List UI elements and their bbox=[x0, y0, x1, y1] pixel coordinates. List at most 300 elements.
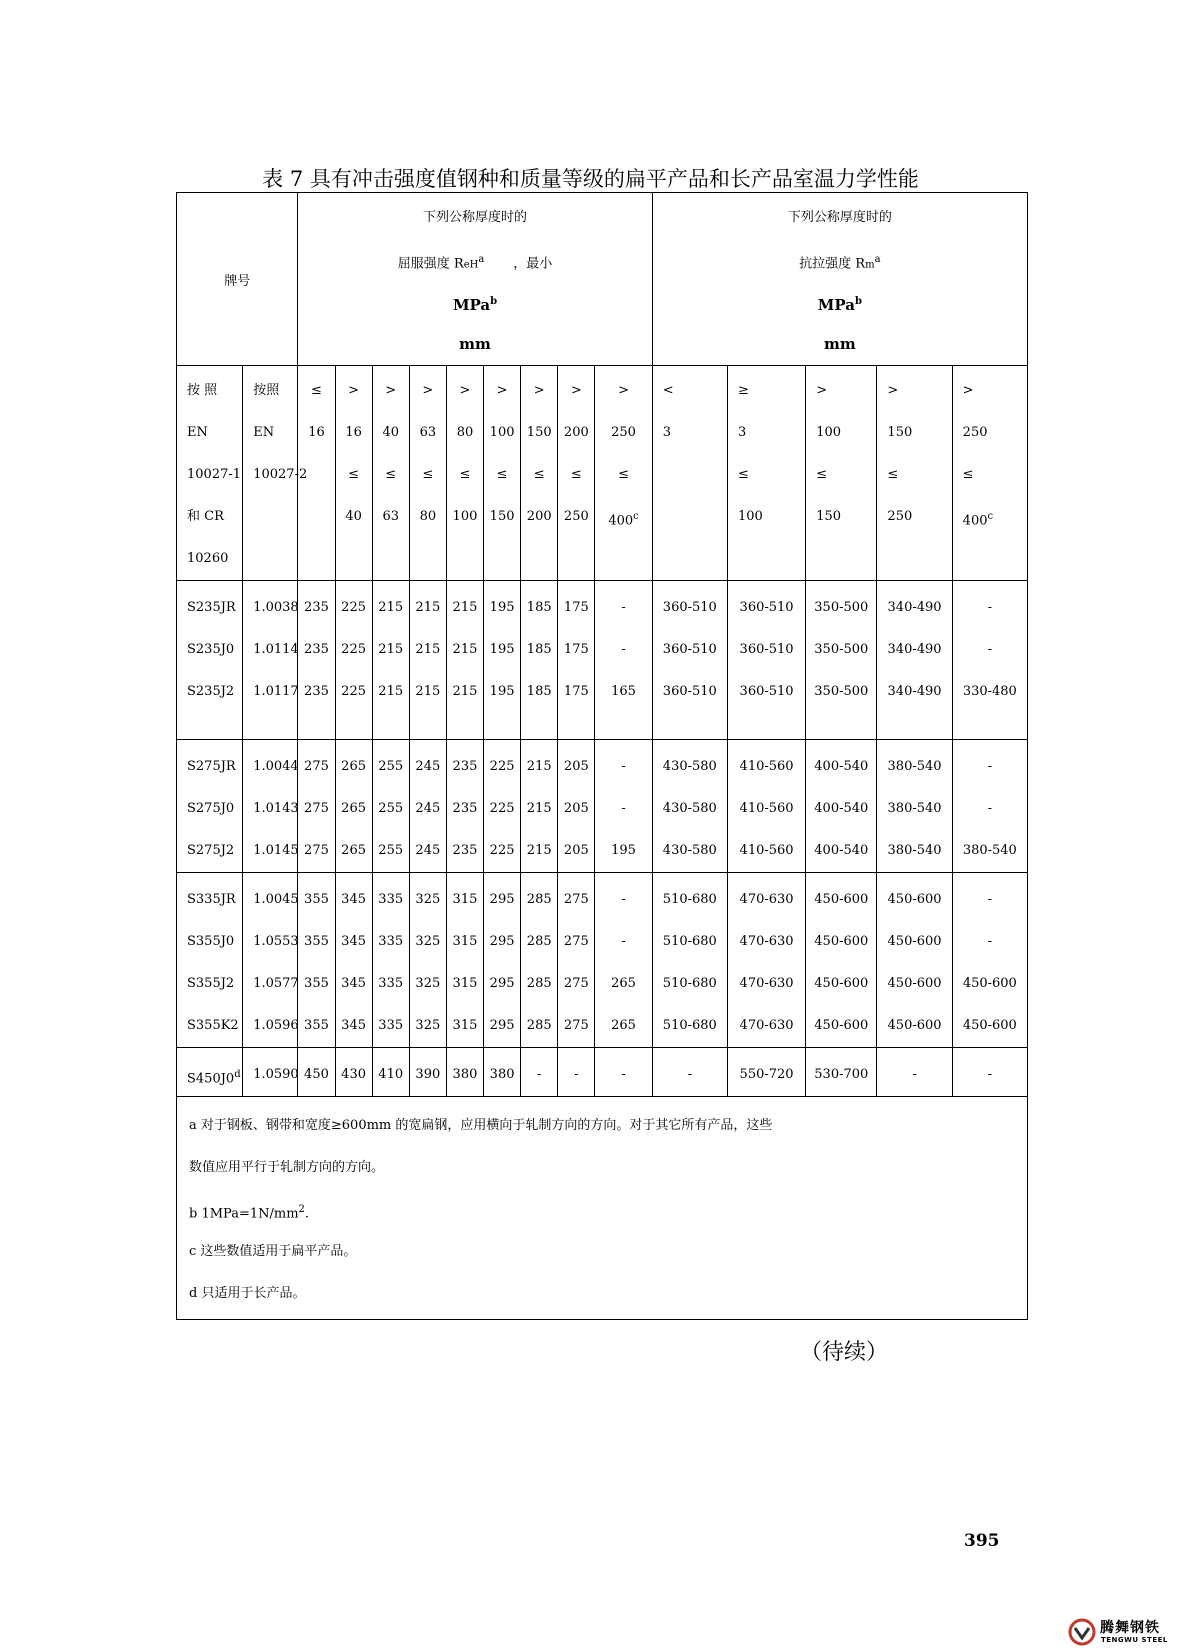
range-text: 400 bbox=[962, 513, 988, 529]
range-line bbox=[447, 370, 483, 412]
yield-value: 165 bbox=[611, 684, 636, 699]
note-a-line1: a 对于钢板、钢带和宽度≥600mm 的宽扁钢，应用横向于轧制方向的方向。对于其它所有产品，这些 bbox=[189, 1118, 773, 1133]
yield-value: - bbox=[621, 759, 626, 774]
range-line bbox=[887, 454, 951, 496]
steel-number-cell bbox=[243, 1048, 298, 1097]
range-line bbox=[336, 412, 372, 454]
yield-value: 325 bbox=[415, 976, 441, 991]
yield-value: 255 bbox=[378, 801, 404, 816]
range-line bbox=[253, 412, 297, 454]
range-line bbox=[373, 412, 409, 454]
steel-number: 1.0145 bbox=[253, 843, 299, 858]
range-line bbox=[373, 370, 409, 412]
yield-value: 195 bbox=[489, 684, 515, 699]
range-text: ≤ bbox=[311, 383, 322, 398]
range-line bbox=[336, 370, 372, 412]
tensile-value: 380-540 bbox=[887, 843, 942, 858]
yield-range-header bbox=[595, 366, 652, 581]
tensile-header-line1: 下列公称厚度时的 bbox=[787, 210, 892, 225]
yield-value: 275 bbox=[304, 801, 329, 816]
range-text: 100 bbox=[816, 425, 842, 440]
yield-value: 205 bbox=[563, 759, 589, 774]
yield-value: 275 bbox=[563, 976, 589, 991]
tensile-value-cell bbox=[952, 873, 1027, 1048]
range-text: > bbox=[496, 383, 508, 398]
range-line bbox=[816, 496, 876, 538]
tensile-value: 430-580 bbox=[662, 843, 717, 858]
grade-name bbox=[187, 963, 242, 1005]
tensile-value: 450-600 bbox=[887, 892, 942, 907]
yield-value-cell bbox=[446, 740, 483, 873]
yield-value: 215 bbox=[378, 642, 404, 657]
tensile-value: - bbox=[987, 1067, 993, 1082]
range-text: 100 bbox=[452, 509, 478, 524]
tensile-value-cell bbox=[652, 740, 727, 873]
continued-label: （待续） bbox=[800, 1340, 889, 1365]
range-line bbox=[663, 412, 727, 454]
range-text: 100 bbox=[489, 425, 515, 440]
tensile-value-cell bbox=[652, 581, 727, 740]
yield-value-cell bbox=[595, 1048, 652, 1097]
tensile-value: 400-540 bbox=[814, 843, 869, 858]
yield-value: 195 bbox=[489, 642, 515, 657]
tensile-value: - bbox=[987, 600, 993, 615]
tensile-value: 380-540 bbox=[887, 759, 942, 774]
range-text: > bbox=[962, 383, 974, 398]
tensile-value-cell bbox=[952, 740, 1027, 873]
table-row-group bbox=[177, 873, 1028, 1048]
range-text: 按照 bbox=[253, 383, 280, 398]
yield-value: 235 bbox=[452, 759, 478, 774]
yield-header-unit: MPa$^b$ bbox=[452, 296, 498, 314]
yield-value: 235 bbox=[304, 684, 329, 699]
note-b: b $1MPa=1N/mm^2$. bbox=[189, 1204, 310, 1222]
yield-value: 195 bbox=[489, 600, 515, 615]
range-text: 80 bbox=[456, 425, 474, 440]
yield-range-header bbox=[558, 366, 595, 581]
yield-value: 275 bbox=[563, 892, 589, 907]
yield-value: 245 bbox=[415, 801, 441, 816]
range-text: ≤ bbox=[496, 467, 508, 482]
tensile-value: 530-700 bbox=[814, 1067, 869, 1082]
steel-number: 1.0044 bbox=[253, 759, 299, 774]
range-line bbox=[253, 370, 297, 412]
yield-value: 265 bbox=[341, 801, 366, 816]
tensile-range-header bbox=[806, 366, 877, 581]
tensile-value: - bbox=[912, 1067, 917, 1082]
yield-value-cell bbox=[409, 740, 446, 873]
range-line bbox=[558, 496, 594, 538]
range-text: 250 bbox=[563, 509, 589, 524]
yield-value-cell bbox=[484, 1048, 521, 1097]
tensile-value: 350-500 bbox=[814, 684, 869, 699]
tensile-value-cell bbox=[727, 873, 805, 1048]
range-line bbox=[887, 370, 951, 412]
yield-value-cell bbox=[446, 873, 483, 1048]
yield-value: 265 bbox=[611, 976, 636, 991]
steel-number: 1.0114 bbox=[253, 642, 299, 657]
yield-range-header bbox=[372, 366, 409, 581]
yield-value: - bbox=[574, 1067, 579, 1082]
yield-range-header bbox=[335, 366, 372, 581]
tensile-value: 360-510 bbox=[662, 600, 717, 615]
range-text: 40 bbox=[382, 425, 399, 440]
range-line bbox=[187, 454, 242, 496]
yield-value-cell bbox=[595, 740, 652, 873]
yield-value: 195 bbox=[611, 843, 636, 858]
range-line bbox=[816, 454, 876, 496]
range-text: 按 照 bbox=[187, 383, 218, 398]
range-text: ≤ bbox=[737, 467, 749, 482]
note-d: d 只适用于长产品。 bbox=[189, 1286, 306, 1301]
tensile-range-header bbox=[652, 366, 727, 581]
yield-value: 275 bbox=[563, 934, 589, 949]
tensile-value: 510-680 bbox=[662, 892, 717, 907]
tensile-value: 360-510 bbox=[739, 642, 794, 657]
range-line bbox=[447, 412, 483, 454]
yield-value-cell bbox=[446, 581, 483, 740]
tensile-value: 450-600 bbox=[962, 1018, 1017, 1033]
tensile-value: 430-580 bbox=[662, 759, 717, 774]
tensile-value: 450-600 bbox=[962, 976, 1017, 991]
tensile-value: 450-600 bbox=[814, 934, 869, 949]
yield-value-cell bbox=[446, 1048, 483, 1097]
tensile-value: 410-560 bbox=[739, 759, 794, 774]
table-row-group bbox=[177, 581, 1028, 740]
steel-number-cell bbox=[243, 740, 298, 873]
tensile-value: 430-580 bbox=[662, 801, 717, 816]
range-text: ≤ bbox=[385, 467, 397, 482]
yield-value-cell bbox=[335, 581, 372, 740]
range-text: > bbox=[533, 383, 545, 398]
steel-number: 1.0117 bbox=[253, 684, 299, 699]
tensile-value: 450-600 bbox=[887, 976, 942, 991]
yield-value-cell bbox=[558, 1048, 595, 1097]
yield-value: 390 bbox=[415, 1067, 441, 1082]
range-line bbox=[187, 538, 242, 580]
yield-value: 175 bbox=[563, 684, 589, 699]
yield-header-label: 屈服强度 ReH$^a$ ，最小 bbox=[397, 254, 553, 272]
range-text: ≤ bbox=[962, 467, 974, 482]
grade-name bbox=[187, 788, 242, 830]
tensile-value: 450-600 bbox=[814, 976, 869, 991]
yield-value-cell bbox=[521, 1048, 558, 1097]
yield-value: 315 bbox=[452, 934, 478, 949]
range-text: 250 bbox=[611, 425, 636, 440]
tensile-value: 350-500 bbox=[814, 600, 869, 615]
logo-cn: 腾舞钢铁 bbox=[1100, 1620, 1160, 1636]
yield-value: - bbox=[621, 642, 626, 657]
tensile-value-cell bbox=[727, 740, 805, 873]
logo-mark-icon bbox=[1068, 1618, 1096, 1646]
range-line bbox=[373, 496, 409, 538]
range-line bbox=[410, 496, 446, 538]
range-text: ≤ bbox=[816, 467, 828, 482]
tensile-range-header bbox=[952, 366, 1027, 581]
grade-text: S355J0 bbox=[187, 934, 235, 949]
range-line bbox=[253, 454, 308, 496]
range-text: 16 bbox=[308, 425, 325, 440]
yield-value: 265 bbox=[341, 843, 366, 858]
tensile-value: - bbox=[687, 1067, 693, 1082]
yield-value: 275 bbox=[304, 843, 329, 858]
steel-number: 1.0577 bbox=[253, 976, 299, 991]
tensile-value: 470-630 bbox=[739, 934, 794, 949]
range-line bbox=[738, 412, 805, 454]
range-text: < bbox=[662, 383, 674, 398]
range-line bbox=[410, 370, 446, 412]
yield-value: 345 bbox=[341, 1018, 366, 1033]
yield-value: 225 bbox=[489, 843, 515, 858]
yield-value: 275 bbox=[563, 1018, 589, 1033]
yield-value-cell bbox=[521, 873, 558, 1048]
yield-header-line1: 下列公称厚度时的 bbox=[423, 210, 528, 225]
range-text: 150 bbox=[526, 425, 552, 440]
steel-number-cell bbox=[243, 873, 298, 1048]
tensile-value: 510-680 bbox=[662, 976, 717, 991]
tensile-range-header bbox=[877, 366, 952, 581]
range-text: ≤ bbox=[422, 467, 434, 482]
range-line bbox=[410, 454, 446, 496]
range-line bbox=[484, 412, 520, 454]
yield-value-cell bbox=[484, 873, 521, 1048]
range-text: > bbox=[570, 383, 582, 398]
range-text: ≤ bbox=[533, 467, 545, 482]
yield-value-cell bbox=[372, 873, 409, 1048]
range-line bbox=[484, 496, 520, 538]
range-line bbox=[963, 370, 1027, 412]
tensile-value: 510-680 bbox=[662, 934, 717, 949]
range-text: ≥ bbox=[737, 383, 749, 398]
table-row-group bbox=[177, 1048, 1028, 1097]
yield-value-cell bbox=[558, 740, 595, 873]
table-row-group bbox=[177, 740, 1028, 873]
range-line bbox=[963, 412, 1027, 454]
yield-value: 335 bbox=[378, 892, 404, 907]
range-text: 10027-1 bbox=[187, 467, 242, 482]
grade-text: S450J0 bbox=[187, 1071, 235, 1087]
grade-cell bbox=[177, 873, 243, 1048]
yield-value-cell bbox=[335, 873, 372, 1048]
yield-value: 245 bbox=[415, 843, 441, 858]
range-text: 3 bbox=[662, 425, 671, 440]
tensile-value: 400-540 bbox=[814, 801, 869, 816]
range-text: 150 bbox=[816, 509, 842, 524]
range-line bbox=[521, 496, 557, 538]
tensile-value: 450-600 bbox=[814, 1018, 869, 1033]
yield-value-cell bbox=[484, 581, 521, 740]
tensile-value-cell bbox=[652, 1048, 727, 1097]
range-line bbox=[738, 454, 805, 496]
range-line bbox=[521, 370, 557, 412]
range-line bbox=[187, 370, 242, 412]
range-line bbox=[484, 370, 520, 412]
yield-value: 315 bbox=[452, 892, 478, 907]
yield-value-cell bbox=[595, 581, 652, 740]
range-text: 10027-2 bbox=[253, 467, 308, 482]
grade-name bbox=[187, 746, 242, 788]
yield-value: - bbox=[621, 934, 626, 949]
range-text: ≤ bbox=[459, 467, 471, 482]
grade-text: S275J0 bbox=[187, 801, 235, 816]
grade-name bbox=[187, 879, 242, 921]
yield-value-cell bbox=[298, 581, 335, 740]
steel-number: 1.0596 bbox=[253, 1018, 299, 1033]
yield-range-header bbox=[484, 366, 521, 581]
grade-text: S335JR bbox=[187, 892, 236, 907]
yield-value: 215 bbox=[526, 801, 552, 816]
tensile-value: 360-510 bbox=[739, 684, 794, 699]
yield-value: 215 bbox=[378, 684, 404, 699]
yield-value: 255 bbox=[378, 843, 404, 858]
range-text: ≤ bbox=[887, 467, 899, 482]
yield-value: 450 bbox=[304, 1067, 329, 1082]
yield-value: 315 bbox=[452, 1018, 478, 1033]
note-a-line2: 数值应用平行于轧制方向的方向。 bbox=[189, 1160, 385, 1175]
yield-value-cell bbox=[409, 873, 446, 1048]
range-text: EN bbox=[187, 425, 208, 440]
grade-text: S235J0 bbox=[187, 642, 235, 657]
range-text: > bbox=[348, 383, 360, 398]
yield-value: 335 bbox=[378, 976, 404, 991]
range-line bbox=[663, 370, 727, 412]
range-line bbox=[336, 454, 372, 496]
range-sup: c bbox=[633, 511, 639, 522]
yield-value: 215 bbox=[452, 684, 478, 699]
tensile-value: 410-560 bbox=[739, 801, 794, 816]
range-text: 150 bbox=[887, 425, 913, 440]
yield-value-cell bbox=[558, 873, 595, 1048]
mechanical-properties-table bbox=[176, 192, 1028, 1320]
yield-value: 295 bbox=[489, 976, 515, 991]
yield-value: 295 bbox=[489, 934, 515, 949]
table-notes bbox=[177, 1097, 1028, 1320]
range-text: 和 CR bbox=[187, 509, 224, 524]
grade-name bbox=[187, 830, 242, 872]
yield-value: 185 bbox=[526, 600, 552, 615]
yield-value: 185 bbox=[526, 642, 552, 657]
grade-name bbox=[187, 1005, 242, 1047]
yield-value: 355 bbox=[304, 1018, 329, 1033]
range-line bbox=[738, 370, 805, 412]
tensile-value-cell bbox=[877, 581, 952, 740]
yield-value: 315 bbox=[452, 976, 478, 991]
tensile-value-cell bbox=[806, 873, 877, 1048]
grade-text: S235J2 bbox=[187, 684, 235, 699]
std-en10027-1-header bbox=[177, 366, 243, 581]
yield-value: 235 bbox=[304, 642, 329, 657]
tensile-header-dim: mm bbox=[823, 335, 856, 353]
tensile-value: - bbox=[987, 642, 993, 657]
yield-value-cell bbox=[484, 740, 521, 873]
tensile-value-cell bbox=[952, 581, 1027, 740]
range-line bbox=[816, 412, 876, 454]
range-line bbox=[595, 496, 651, 538]
range-line bbox=[521, 412, 557, 454]
grade-cell bbox=[177, 581, 243, 740]
grade-name bbox=[187, 587, 242, 629]
grade-name bbox=[187, 671, 242, 713]
yield-value: - bbox=[621, 892, 626, 907]
range-line bbox=[595, 412, 651, 454]
yield-value: 235 bbox=[452, 801, 478, 816]
tensile-header-unit: MPa$^b$ bbox=[817, 296, 862, 314]
yield-value-cell bbox=[335, 740, 372, 873]
range-text: 100 bbox=[737, 509, 763, 524]
yield-value: 355 bbox=[304, 892, 329, 907]
tensile-value: 360-510 bbox=[662, 642, 717, 657]
yield-value: 215 bbox=[526, 843, 552, 858]
tensile-value: 470-630 bbox=[739, 976, 794, 991]
yield-value: 345 bbox=[341, 892, 366, 907]
tensile-value: 410-560 bbox=[739, 843, 794, 858]
range-text: > bbox=[385, 383, 397, 398]
range-text: > bbox=[887, 383, 899, 398]
yield-value: 185 bbox=[526, 684, 552, 699]
tensile-value-cell bbox=[806, 740, 877, 873]
yield-value: 225 bbox=[341, 684, 366, 699]
yield-value: 265 bbox=[611, 1018, 636, 1033]
range-text: 3 bbox=[737, 425, 747, 440]
tensile-value-cell bbox=[952, 1048, 1027, 1097]
range-line bbox=[447, 496, 483, 538]
yield-range-header bbox=[521, 366, 558, 581]
range-line bbox=[558, 412, 594, 454]
range-line bbox=[595, 370, 651, 412]
grade-text: S275J2 bbox=[187, 843, 235, 858]
steel-number-cell bbox=[243, 581, 298, 740]
grade-sup: d bbox=[234, 1069, 241, 1080]
yield-value: 265 bbox=[341, 759, 366, 774]
steel-number: 1.0045 bbox=[253, 892, 299, 907]
grade-text: S235JR bbox=[187, 600, 236, 615]
tensile-value: 470-630 bbox=[739, 892, 794, 907]
yield-value: 215 bbox=[415, 642, 441, 657]
yield-value-cell bbox=[409, 581, 446, 740]
tensile-range-header bbox=[727, 366, 805, 581]
yield-value: - bbox=[621, 801, 626, 816]
tensile-value-cell bbox=[727, 1048, 805, 1097]
range-line bbox=[887, 496, 951, 538]
range-line bbox=[373, 454, 409, 496]
tensile-value: 470-630 bbox=[739, 1018, 794, 1033]
yield-value: 225 bbox=[489, 759, 515, 774]
yield-value: 215 bbox=[452, 600, 478, 615]
range-text: 10260 bbox=[187, 551, 229, 566]
range-text: 40 bbox=[345, 509, 362, 524]
yield-value: 245 bbox=[415, 759, 441, 774]
page-number: 395 bbox=[964, 1531, 1000, 1551]
tensile-value: 450-600 bbox=[887, 934, 942, 949]
tensile-value: - bbox=[987, 759, 993, 774]
range-text: > bbox=[816, 383, 828, 398]
yield-value: 235 bbox=[304, 600, 329, 615]
range-line bbox=[558, 454, 594, 496]
yield-value-cell bbox=[372, 1048, 409, 1097]
yield-value: 255 bbox=[378, 759, 404, 774]
yield-value: 175 bbox=[563, 642, 589, 657]
tensile-value: 330-480 bbox=[962, 684, 1017, 699]
yield-value-cell bbox=[335, 1048, 372, 1097]
yield-value: 380 bbox=[489, 1067, 515, 1082]
yield-value: 345 bbox=[341, 934, 366, 949]
range-line bbox=[298, 412, 334, 454]
steel-number: 1.0143 bbox=[253, 801, 299, 816]
brand-header: 牌号 bbox=[177, 193, 298, 366]
tensile-value: 450-600 bbox=[887, 1018, 942, 1033]
yield-value: 355 bbox=[304, 976, 329, 991]
yield-value: 285 bbox=[526, 892, 552, 907]
